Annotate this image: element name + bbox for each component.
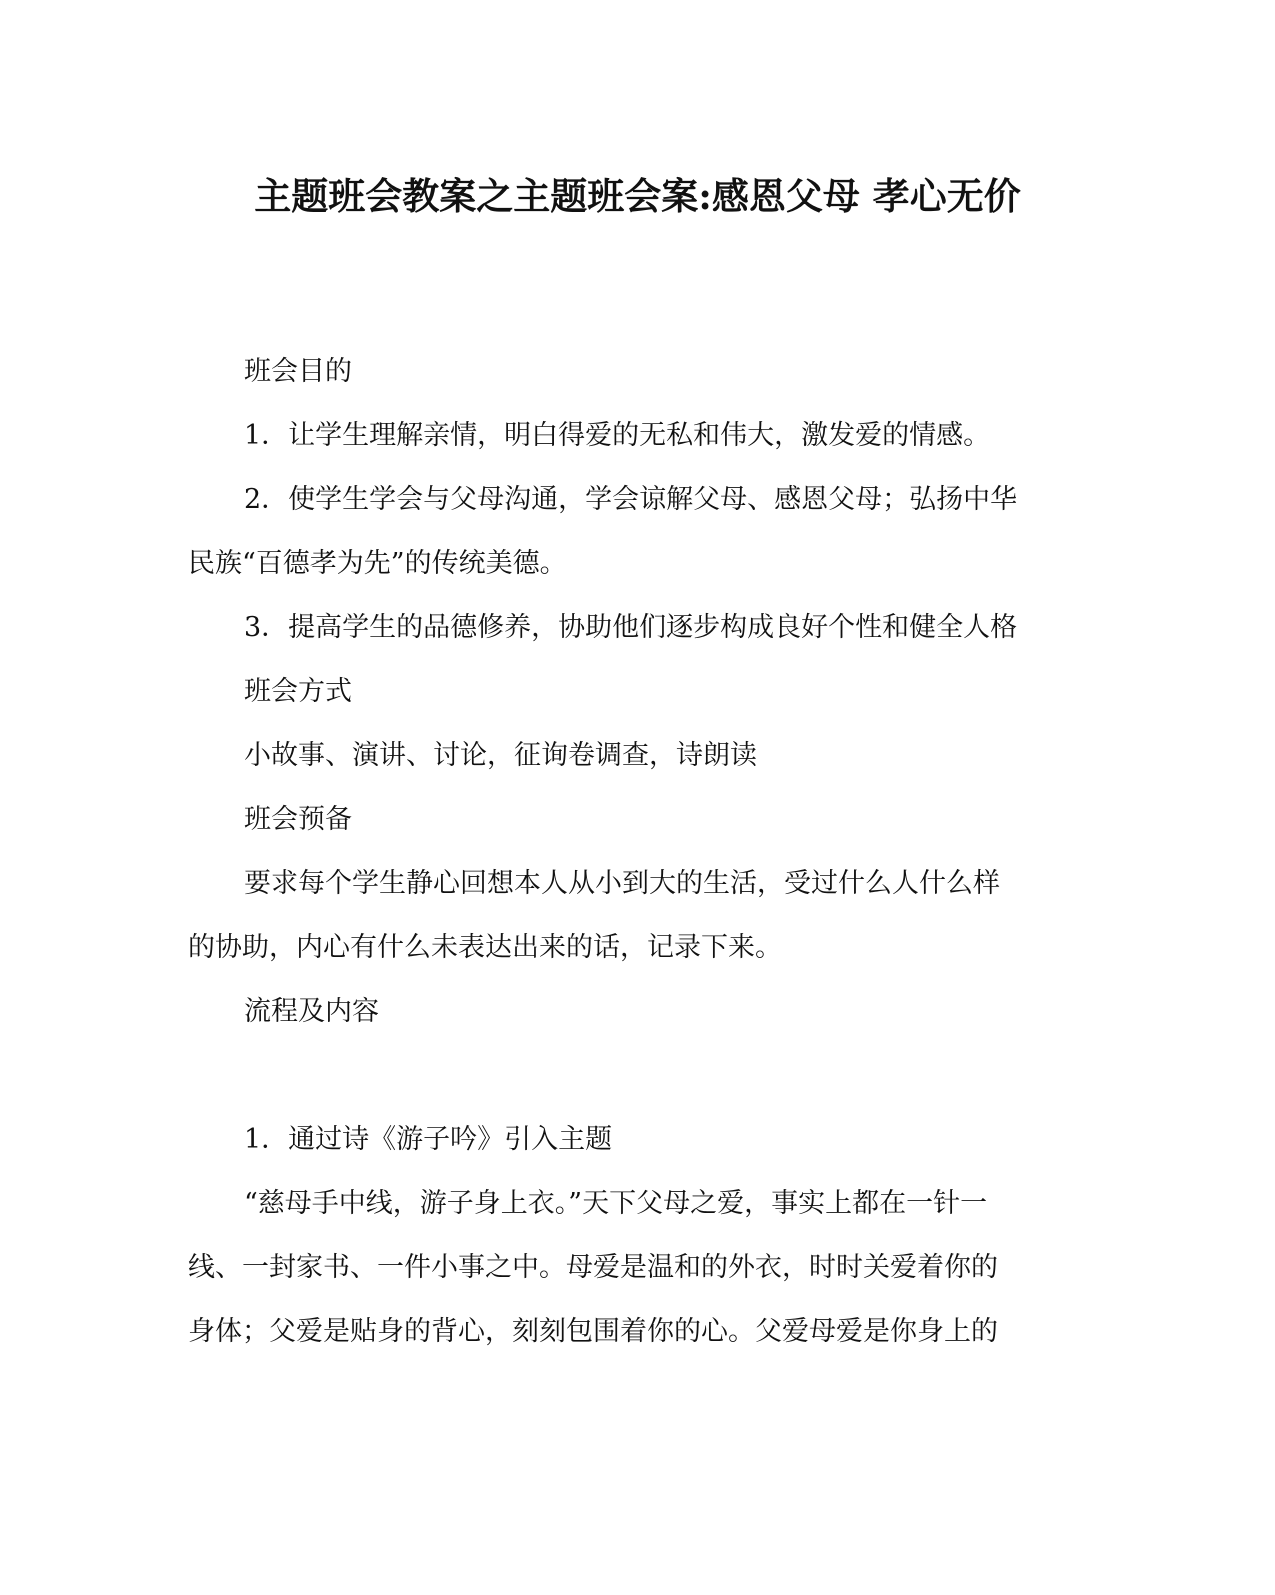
text-line: 的协助，内心有什么未表达出来的话，记录下来。 [188, 932, 782, 963]
heading-process [188, 980, 1068, 1044]
text-line: 要求每个学生静心回想本人从小到大的生活，受过什么人什么样 [244, 868, 1000, 899]
text-line: 3．提高学生的品德修养，协助他们逐步构成良好个性和健全人格 [244, 612, 1018, 643]
document-title: 主题班会教案之主题班会案:感恩父母 孝心无价 [254, 174, 1021, 218]
text-line: “慈母手中线，游子身上衣。”天下父母之爱，事实上都在一针一 [244, 1188, 988, 1219]
text-line: 流程及内容 [244, 996, 379, 1027]
text-line: 1．通过诗《游子吟》引入主题 [244, 1124, 613, 1155]
text-line: 班会方式 [244, 676, 352, 707]
text-line: 班会目的 [244, 356, 352, 387]
heading-purpose [188, 340, 1068, 404]
text-line: 线、一封家书、一件小事之中。母爱是温和的外衣，时时关爱着你的 [188, 1252, 998, 1283]
purpose-item-1 [188, 404, 1068, 468]
text-line: 1．让学生理解亲情，明白得爱的无私和伟大，激发爱的情感。 [244, 420, 991, 451]
process-step-1-body [188, 1172, 1068, 1364]
text-line: 身体；父爱是贴身的背心，刻刻包围着你的心。父爱母爱是你身上的 [188, 1316, 998, 1347]
text-line: 小故事、演讲、讨论，征询卷调查，诗朗读 [244, 740, 757, 771]
process-step-1 [188, 1108, 1068, 1172]
text-line: 班会预备 [244, 804, 352, 835]
heading-format [188, 660, 1068, 724]
preparation-content [188, 852, 1068, 980]
purpose-item-3 [188, 596, 1068, 660]
text-line: 2．使学生学会与父母沟通，学会谅解父母、感恩父母；弘扬中华 [244, 484, 1018, 515]
purpose-item-2 [188, 468, 1068, 596]
format-content [188, 724, 1068, 788]
heading-preparation [188, 788, 1068, 852]
text-line: 民族“百德孝为先”的传统美德。 [188, 548, 567, 579]
